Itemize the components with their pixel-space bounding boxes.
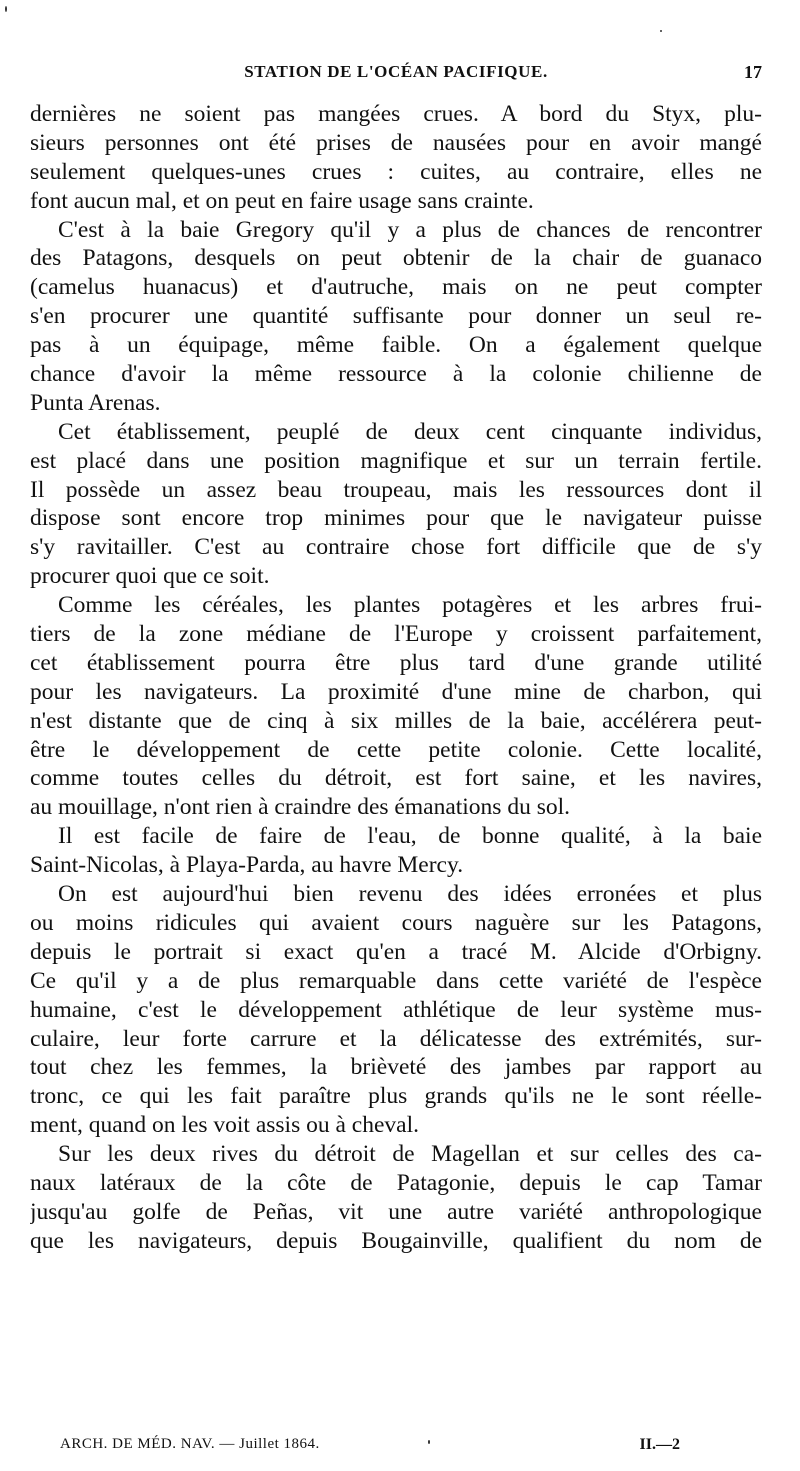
text-line: tiers de la zone médiane de l'Europe y croissent parfaitement, [30,621,762,648]
text-line: sieurs personnes ont été prises de nausées pour en avoir mangé [30,129,762,156]
text-line: Comme les céréales, les plantes potagères et les arbres frui- [58,592,762,619]
text-line: des Patagons, desquels on peut obtenir de la chair de guanaco [30,245,762,272]
text-line: est placé dans une position magnifique et sur un terrain fertile. [30,447,762,474]
text-line: tout chez les femmes, la brièveté des jambes par rapport au [30,1054,762,1081]
text-line: être le développement de cette petite colonie. Cette localité, [30,736,762,763]
page-footer [60,1436,680,1458]
text-line: s'y ravitailler. C'est au contraire chose fort difficile que de s'y [30,534,762,561]
page-number: 17 [744,62,762,82]
text-line: dispose sont encore trop minimes pour que le navigateur puisse [30,505,762,532]
scan-speck [428,1440,430,1444]
text-line: depuis le portrait si exact qu'en a tracé M. Alcide d'Orbigny. [30,938,762,965]
scan-speck [5,6,7,12]
text-line: Sur les deux rives du détroit de Magellan et sur celles des ca- [58,1141,762,1168]
text-line: chance d'avoir la même ressource à la colonie chilienne de [30,361,762,388]
text-line: cet établissement pourra être plus tard d'une grande utilité [30,649,762,676]
text-line: Il est facile de faire de l'eau, de bonne qualité, à la baie [58,823,762,850]
text-line: ou moins ridicules qui avaient cours naguère sur les Patagons, [30,909,762,936]
text-line: C'est à la baie Gregory qu'il y a plus de chances de rencontrer [58,216,762,243]
journal-reference: ARCH. DE MÉD. NAV. — Juillet 1864. [60,1436,320,1452]
text-line: font aucun mal, et on peut en faire usage sans crainte. [30,187,534,214]
text-line: naux latéraux de la côte de Patagonie, depuis le cap Tamar [30,1169,762,1196]
running-title: STATION DE L'OCÉAN PACIFIQUE. [244,62,548,81]
body-text [30,100,762,1256]
text-line: culaire, leur forte carrure et la délicatesse des extrémités, sur- [30,1025,762,1052]
text-line: tronc, ce qui les fait paraître plus grands qu'ils ne le sont réelle- [30,1083,762,1110]
text-line: comme toutes celles du détroit, est fort saine, et les navires, [30,765,762,792]
text-line: On est aujourd'hui bien revenu des idées erronées et plus [58,881,762,908]
text-line: s'en procurer une quantité suffisante pour donner un seul re- [30,303,762,330]
text-line: Saint-Nicolas, à Playa-Parda, au havre Mercy. [30,852,464,879]
text-line: ment, quand on les voit assis ou à cheval. [30,1112,419,1139]
signature-mark: II.—2 [639,1436,680,1453]
text-line: dernières ne soient pas mangées crues. A bord du Styx, plu- [30,101,762,127]
text-line: au mouillage, n'ont rien à craindre des émanations du sol. [30,794,571,821]
text-line: procurer quoi que ce soit. [30,563,270,590]
text-line: (camelus huanacus) et d'autruche, mais on ne peut compter [30,274,762,301]
text-line: Ce qu'il y a de plus remarquable dans cette variété de l'espèce [30,967,762,994]
text-line: n'est distante que de cinq à six milles de la baie, accélérera peut- [30,707,762,734]
text-line: que les navigateurs, depuis Bougainville, qualifient du nom de [30,1227,762,1254]
text-line: seulement quelques-unes crues : cuites, au contraire, elles ne [30,158,762,185]
text-line: pas à un équipage, même faible. On a également quelque [30,332,762,359]
text-line: Cet établissement, peuplé de deux cent cinquante individus, [58,418,762,445]
text-line: humaine, c'est le développement athlétique de leur système mus- [30,996,762,1023]
scan-speck [660,30,662,32]
text-line: Il possède un assez beau troupeau, mais les ressources dont il [30,476,762,503]
text-line: Punta Arenas. [30,389,161,416]
text-line: jusqu'au golfe de Peñas, vit une autre variété anthropologique [30,1198,762,1225]
page-header [30,62,762,92]
text-line: pour les navigateurs. La proximité d'une mine de charbon, qui [30,678,762,705]
